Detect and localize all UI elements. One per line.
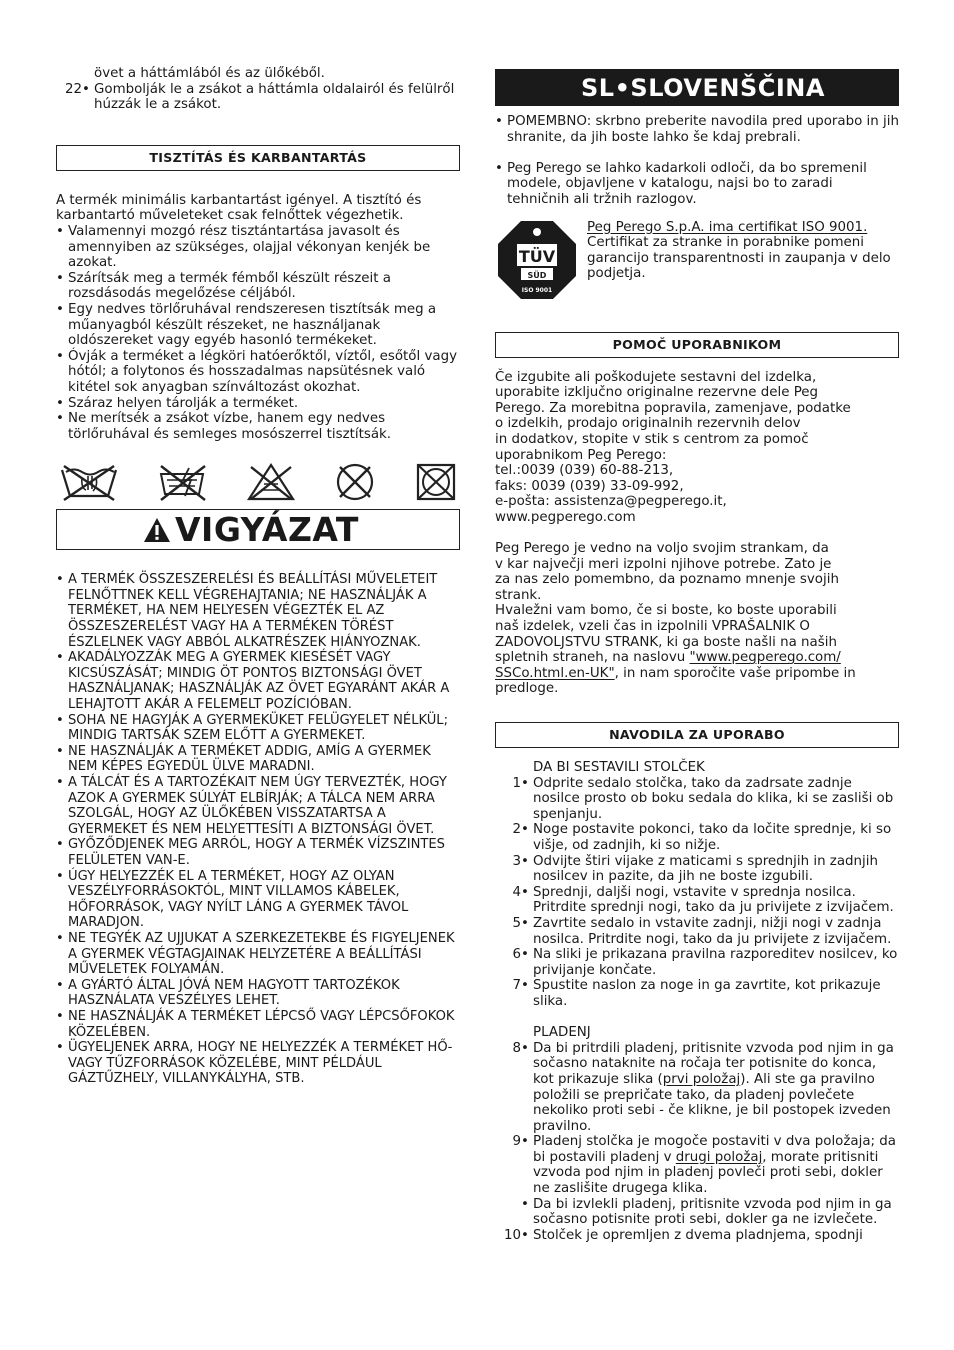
left-column <box>56 66 460 1087</box>
list-item: • Szárítsák meg a termék fémből készült részeit a rozsdásodás megelőzése céljából. <box>56 270 391 302</box>
cleaning-list <box>56 224 460 442</box>
care-icons <box>58 462 457 502</box>
second-position-ref: drugi položaj <box>675 1149 763 1165</box>
tuv-certification-logo <box>497 220 577 300</box>
survey-link[interactable]: SSCo.html.en-UK" <box>495 665 615 681</box>
list-item-text: övet a háttámlából és az ülőkéből. <box>94 66 325 81</box>
subheading: DA BI SESTAVILI STOLČEK <box>533 760 705 776</box>
support-email: e-pošta: assistenza@pegperego.it, <box>495 494 727 510</box>
list-item: • Valamennyi mozgó rész tisztántartása javasolt és amennyiben az szükséges, olajjal vékonyan kenjék be azokat. <box>56 223 431 271</box>
iso-badge-text: ISO 9001 <box>521 286 553 294</box>
list-item: 1 • Odprite sedalo stolčka, tako da zadrsate zadnje nosilce prosto ob boku sedala do klika, ki se zasliši ob spenjanju. <box>512 775 894 822</box>
no-wash-icon <box>58 462 120 502</box>
list-item: • GYŐZŐDJENEK MEG ARRÓL, HOGY A TERMÉK VÍZSZINTES FELÜLETEN VAN-E. <box>56 837 445 868</box>
warning-triangle-icon <box>143 517 171 543</box>
no-chlorine-icon <box>246 462 296 502</box>
list-item: • SOHA NE HAGYJÁK A GYERMEKÜKET FELÜGYELET NÉLKÜL; MINDIG TARTSÁK SZEM ELŐTT A GYERMEKET. <box>56 712 449 744</box>
support-fax: faks: 0039 (039) 33-09-992, <box>495 478 684 494</box>
support-text: Če izgubite ali poškodujete sestavni del izdelka, uporabite izključno originalne rezervne dele Peg Perego. Za morebitna popravila, zamenjave, podatke o izdelkih, prodajo originalnih rezervnih delov in dodatkov, stopite v stik s centrom za pomoč uporabnikom Peg Perego: tel.:0039 (039) 60-88-213, faks: 0039 (039) 33-09-992, e-pošta: assistenza@pegperego.it, www.pegperego.com Peg Perego je vedno na voljo svojim strankam, da v kar največji meri izpolni njihove potrebe. Zato je za nas zelo pomembno, da poznamo mnenje svojih strank. Hvaležni vam bomo, če si boste, ko boste uporabili naš izdelek, vzeli čas in izpolnili VPRAŠALNIK O ZADOVOLJSTVU STRANK, ki ga boste našli na naših spletnih straneh, na naslovu "www.pegperego.com/ SSCo.html.en-UK", in nam sporočite vaše pripombe in predloge. <box>495 370 899 697</box>
list-item <box>56 66 460 82</box>
right-column <box>495 69 899 1243</box>
warning-list <box>56 572 460 1087</box>
list-item: • NE HASZNÁLJÁK A TERMÉKET LÉPCSŐ VAGY LÉPCSŐFOKOK KÖZELÉBEN. <box>56 1008 455 1040</box>
list-item: • POMEMBNO: skrbno preberite navodila pred uporabo in jih shranite, da jih boste lahko še kdaj prebrali. <box>495 114 899 145</box>
tuv-badge-text: TÜV <box>518 246 556 266</box>
list-item: • Da bi izvlekli pladenj, pritisnite vzvoda pod njim in ga sočasno potisnite proti sebi, dokler ga ne izvlečete. <box>521 1196 892 1228</box>
support-website: www.pegperego.com <box>495 509 636 525</box>
instructions-list <box>495 760 899 1243</box>
list-item: • A TÁLCÁT ÉS A TARTOZÉKAIT NEM ÚGY TERVEZTÉK, HOGY AZOK A GYERMEK SÚLYÁT ELBÍRJÁK; A TÁLCA NEM ARRA SZOLGÁL, HOGY AZ ÜLŐKÉBEN VISSZATARTSA A GYERMEKET ÉS NEM HELYETTESÍTI A BIZTONSÁGI ÖVET. <box>56 775 447 837</box>
list-item: 7 • Spustite naslon za noge in ga zavrtite, kot prikazuje slika. <box>512 978 881 1009</box>
language-header: SL•SLOVENŠČINA <box>495 69 899 106</box>
first-position-ref: prvi položaj <box>662 1071 741 1087</box>
list-item: • NE HASZNÁLJÁK A TERMÉKET ADDIG, AMÍG A GYERMEK NEM KÉPES EGYEDÜL ÜLVE MARADNI. <box>56 743 431 775</box>
cleaning-section-title: TISZTÍTÁS ÉS KARBANTARTÁS <box>56 145 460 171</box>
list-item: 3 • Odvijte štiri vijake z maticami s sprednjih in zadnjih nosilcev in pazite, da jih ne boste izgubili. <box>512 853 878 885</box>
warning-title-box <box>56 509 460 550</box>
no-bleach-icon <box>157 462 209 502</box>
list-item: 9 • Pladenj stolčka je mogoče postaviti v dva položaja; da bi postavili pladenj v drugi položaj, morate pritisniti vzvoda pod njim in pladenj povleči proti sebi, dokler ne zaslišite drugega klika. <box>512 1134 896 1197</box>
intro-list <box>56 66 460 113</box>
list-item: 2 • Noge postavite pokonci, tako da ločite sprednje, ki so višje, od zadnjih, ki so nižje. <box>512 822 892 853</box>
list-item: • Száraz helyen tárolják a terméket. <box>56 395 299 411</box>
list-item: • A TERMÉK ÖSSZESZERELÉSI ÉS BEÁLLÍTÁSI MŰVELETEIT FELNŐTTNEK KELL VÉGREHAJTANIA; NE HASZNÁLJÁK A TERMÉKET, HA NEM HELYESEN VÉGEZTÉK EL AZ ÖSSZESZERELÉST VAGY HA A TERMÉKEN TÖRÉST ÉSZLELNEK VAGY ABBÓL ALKATRÉSZEK HIÁNYOZNAK. <box>56 572 438 650</box>
support-phone: tel.:0039 (039) 60-88-213, <box>495 463 674 479</box>
list-item: • ÚGY HELYEZZÉK EL A TERMÉKET, HOGY AZ OLYAN VESZÉLYFORRÁSOKTÓL, MINT VILLAMOS KÁBELEK, HŐFORRÁSOK, VAGY NYÍLT LÁNG A GYERMEK TÁVOL MARADJON. <box>56 868 409 931</box>
list-item: • Óvják a terméket a légköri hatóerőktől, víztől, esőtől vagy hótól; a folytonos és hosszadalmas napsütésnek való kitétel sok anyagban színváltozást okozhat. <box>56 348 458 395</box>
list-item: • Egy nedves törlőruhával rendszeresen tisztítsák meg a műanyagból készült részeket, ne használjanak oldószereket vagy egyéb hasonló termékeket. <box>56 301 437 349</box>
certification-text: Certifikat za stranke in porabnike pomeni garancijo transparentnosti in zaupanja v delo podjetja. <box>587 235 891 282</box>
list-item: 4 • Sprednji, daljši nogi, vstavite v sprednja nosilca. Pritrdite sprednji nogi, tako da ju privijete z izvijačem. <box>512 884 894 916</box>
list-item: 5 • Zavrtite sedalo in vstavite zadnji, nižji nogi v zadnja nosilca. Pritrdite nogi, tako da ju privijete z izvijačem. <box>512 915 892 947</box>
list-item: • Ne merítsék a zsákot vízbe, hanem egy nedves törlőruhával és semleges mosószerrel tisztítsák. <box>56 411 392 442</box>
support-section-title: POMOČ UPORABNIKOM <box>495 332 899 358</box>
list-item: • Peg Perego se lahko kadarkoli odloči, da bo spremenil modele, objavljene v katalogu, najsi bo to zaradi tehničnih ali tržnih razlogov. <box>495 160 867 207</box>
list-item: • A GYÁRTÓ ÁLTAL JÓVÁ NEM HAGYOTT TARTOZÉKOK HASZNÁLATA VESZÉLYES LEHET. <box>56 977 400 1009</box>
certification-headline: Peg Perego S.p.A. ima certifikat ISO 9001. <box>587 219 868 235</box>
sud-badge-text: SÜD <box>527 270 547 280</box>
cleaning-intro: A termék minimális karbantartást igényel. A tisztító és karbantartó műveleteket csak felnőttek végezhetik. <box>56 192 422 224</box>
list-item: • NE TEGYÉK AZ UJJUKAT A SZERKEZETEKBE ÉS FIGYELJENEK A GYERMEK VÉGTAGJAINAK HELYZETÉRE A BEÁLLÍTÁSI MŰVELETEK FOLYAMÁN. <box>56 930 455 978</box>
instructions-section-title: NAVODILA ZA UPORABO <box>495 722 899 748</box>
list-item: 6 • Na sliki je prikazana pravilna razporeditev nosilcev, ko privijanje končate. <box>512 947 898 978</box>
step-number <box>56 66 82 82</box>
list-item: 8 • Da bi pritrdili pladenj, pritisnite vzvoda pod njim in ga sočasno nataknite na ročaja ter potisnite do konca, kot prikazuje slika (prvi položaj). Ali ste ga pravilno položili se prepričate tako, da pladenj povlečete nekoliko proti sebi - če klikne, je bil postopek izveden pravilno. <box>512 1040 894 1134</box>
no-dry-clean-icon <box>332 462 378 502</box>
survey-link[interactable]: "www.pegperego.com/ <box>689 650 841 666</box>
list-item: 10 • Stolček je opremljen z dvema pladnjema, spodnji <box>503 1227 863 1243</box>
warning-title: VIGYÁZAT <box>175 509 359 549</box>
no-tumble-dry-icon <box>415 462 457 502</box>
list-item: • ÜGYELJENEK ARRA, HOGY NE HELYEZZÉK A TERMÉKET HŐ- VAGY TŰZFORRÁSOK KÖZELÉBE, MINT PÉLDÁUL GÁZTŰZHELY, VILLANYKÁLYHA, STB. <box>56 1040 453 1087</box>
certification-block <box>495 220 899 300</box>
list-item: • AKADÁLYOZZÁK MEG A GYERMEK KIESÉSÉT VAGY KICSÚSZÁSÁT; MINDIG ÖT PONTOS BIZTONSÁGI ÖVET HASZNÁLJANAK; HASZNÁLJÁK AZ ÖVET EGYARÁNT AKÁR A LEHAJTOTT AKÁR A FELEMELT POZÍCIÓBAN. <box>56 650 450 713</box>
subheading: PLADENJ <box>533 1025 591 1041</box>
list-item-text: Gombolják le a zsákot a háttámla oldalairól és felülről húzzák le a zsákot. <box>94 81 455 113</box>
step-number: 22 <box>64 81 82 97</box>
list-item: 22 • Gombolják le a zsákot a háttámla oldalairól és felülről húzzák le a zsákot. <box>56 82 460 113</box>
